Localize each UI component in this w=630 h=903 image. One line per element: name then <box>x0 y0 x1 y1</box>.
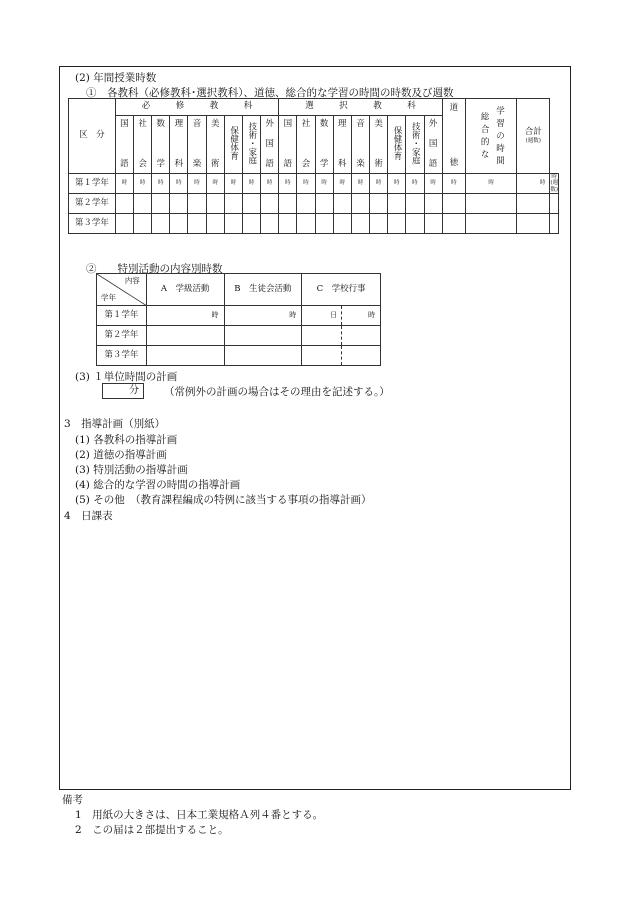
empty-cell <box>442 214 465 234</box>
minute-box <box>102 383 144 399</box>
empty-cell <box>188 194 206 214</box>
subject-header <box>242 116 260 174</box>
plan-item: (4) 総合的な学習の時間の指導計画 <box>75 479 241 491</box>
empty-cell <box>134 214 152 234</box>
unit-hour: 時 <box>342 306 381 326</box>
subject-char: 数 <box>319 118 329 129</box>
subject-char: 楽 <box>192 159 202 170</box>
header-moral-top: 道 <box>449 103 459 113</box>
empty-cell <box>279 194 297 214</box>
empty-cell <box>224 346 302 366</box>
empty-cell <box>333 214 351 234</box>
empty-cell <box>302 326 342 346</box>
unit-cell: 時 <box>424 174 442 194</box>
empty-cell <box>115 214 133 234</box>
subject-header <box>370 116 388 174</box>
plan-item: (2) 道徳の指導計画 <box>75 449 167 461</box>
empty-cell <box>315 214 333 234</box>
corner-cell <box>97 274 147 306</box>
empty-cell <box>170 194 188 214</box>
empty-cell <box>188 214 206 234</box>
notes-heading: 備考 <box>62 794 83 806</box>
subject-label: 技術・家庭 <box>410 121 421 165</box>
empty-cell <box>550 194 559 214</box>
unit-cell: 時 <box>517 174 550 194</box>
empty-cell <box>466 194 517 214</box>
unit-cell: 時 <box>188 174 206 194</box>
subject-header <box>224 116 242 174</box>
subject-char: 術 <box>374 159 383 170</box>
subject-char: 音 <box>356 118 365 129</box>
grade-row <box>69 194 559 214</box>
subject-hours-table <box>68 98 559 234</box>
unit-cell: 時 <box>115 174 133 194</box>
empty-cell <box>261 194 279 214</box>
unit-cell: 時 <box>442 174 465 194</box>
special-row <box>97 326 381 346</box>
subject-char: 語 <box>428 159 438 170</box>
unit-hour: 時 <box>146 306 224 326</box>
empty-cell <box>424 214 442 234</box>
special-row <box>97 306 381 326</box>
subject-char: 社 <box>301 118 311 129</box>
subject-char: 外 <box>265 118 274 129</box>
subject-label: 保健体育 <box>392 125 403 160</box>
section-annual-hours-heading: (2) 年間授業時数 <box>75 72 157 84</box>
empty-cell <box>388 194 406 214</box>
grade-label: 第２学年 <box>69 194 116 214</box>
empty-cell <box>279 214 297 234</box>
subject-header <box>261 116 279 174</box>
header-elective-subjects: 選 択 教 科 <box>279 99 442 116</box>
empty-cell <box>152 214 170 234</box>
empty-cell <box>517 194 550 214</box>
subject-char: 語 <box>283 159 293 170</box>
subject-label: 保健体育 <box>228 125 239 160</box>
empty-cell <box>297 214 315 234</box>
header-moral-bottom: 徳 <box>449 157 459 168</box>
subject-char: 学 <box>319 159 329 170</box>
subject-char: 国 <box>265 138 274 149</box>
unit-cell: 時 <box>170 174 188 194</box>
subject-header <box>297 116 315 174</box>
subject-char: 語 <box>120 159 129 170</box>
note-item: 2 この届は２部提出すること。 <box>75 824 229 836</box>
unit-day: 日 <box>302 306 342 326</box>
subject-hours-heading: ① 各教科（必修教科･選択教科）、道徳、総合的な学習の時間の時数及び週数 <box>86 87 454 99</box>
empty-cell <box>170 214 188 234</box>
unit-cell: 時 <box>333 174 351 194</box>
unit-cell: 時 <box>206 174 224 194</box>
corner-top-label: 内容 <box>124 276 140 285</box>
plan-item: (5) その他 （教育課程編成の特例に該当する事項の指導計画） <box>75 494 372 506</box>
grade-label: 第１学年 <box>97 306 147 326</box>
empty-cell <box>224 194 242 214</box>
empty-cell <box>466 214 517 234</box>
subject-label: 技術・家庭 <box>246 121 257 165</box>
grade-row <box>69 174 559 194</box>
unit-cell: 時 <box>388 174 406 194</box>
empty-cell <box>146 326 224 346</box>
empty-cell <box>406 214 424 234</box>
subject-header <box>134 116 152 174</box>
header-total-sub: (週数) <box>525 137 541 144</box>
unit-time-heading: (3) １単位時間の計画 <box>75 371 178 383</box>
subject-char: 社 <box>138 118 147 129</box>
empty-cell <box>442 194 465 214</box>
subject-header <box>188 116 206 174</box>
subject-char: 理 <box>174 118 184 129</box>
col-class-activities: A 学級活動 <box>146 274 224 306</box>
special-activities-table <box>96 273 381 366</box>
header-required-subjects: 必 修 教 科 <box>115 99 278 116</box>
empty-cell <box>351 214 369 234</box>
empty-cell <box>370 194 388 214</box>
unit-cell: 時 <box>261 174 279 194</box>
minute-label: 分 <box>129 385 139 396</box>
subject-char: 美 <box>210 118 220 129</box>
plan-item: (3) 特別活動の指導計画 <box>75 464 188 476</box>
subject-header <box>351 116 369 174</box>
subject-char: 会 <box>301 159 311 170</box>
subject-header <box>206 116 224 174</box>
header-total-label: 合計 <box>524 127 542 138</box>
empty-cell <box>242 194 260 214</box>
subject-header <box>333 116 351 174</box>
empty-cell <box>333 194 351 214</box>
subject-char: 外 <box>428 118 438 129</box>
subject-char: 理 <box>338 118 347 129</box>
empty-cell <box>224 214 242 234</box>
subject-header <box>115 116 133 174</box>
subject-char: 学 <box>156 159 165 170</box>
empty-cell <box>152 194 170 214</box>
empty-cell <box>146 346 224 366</box>
grade-label: 第３学年 <box>69 214 116 234</box>
grade-label: 第２学年 <box>97 326 147 346</box>
empty-cell <box>517 214 550 234</box>
subject-header <box>388 116 406 174</box>
unit-cell: 時 <box>406 174 424 194</box>
note-item: 1 用紙の大きさは、日本工業規格Ａ列４番とする。 <box>75 809 324 821</box>
unit-cell: 時 <box>242 174 260 194</box>
unit-cell: 時 <box>279 174 297 194</box>
unit-cell: 時 <box>152 174 170 194</box>
subject-header <box>170 116 188 174</box>
empty-cell <box>351 194 369 214</box>
subject-header <box>424 116 442 174</box>
subject-char: 数 <box>156 118 165 129</box>
empty-cell <box>406 194 424 214</box>
unit-total-cell: 時(週数) <box>550 174 559 193</box>
plan-heading: 3 指導計画（別紙） <box>64 418 166 430</box>
header-integrated-a: 学習の時間 <box>494 105 505 169</box>
empty-cell <box>261 214 279 234</box>
unit-time-note: （常例外の計画の場合はその理由を記述する。） <box>164 386 390 398</box>
empty-cell <box>388 214 406 234</box>
subject-char: 科 <box>174 159 184 170</box>
empty-cell <box>550 214 559 234</box>
subject-header <box>152 116 170 174</box>
grade-label: 第１学年 <box>69 174 116 194</box>
empty-cell <box>370 214 388 234</box>
empty-cell <box>206 214 224 234</box>
empty-cell <box>134 194 152 214</box>
subject-char: 国 <box>283 118 293 129</box>
subject-header <box>315 116 333 174</box>
header-kubun: 区 分 <box>69 99 116 174</box>
empty-cell <box>302 346 342 366</box>
col-school-events: C 学校行事 <box>302 274 381 306</box>
subject-char: 国 <box>428 138 438 149</box>
unit-cell: 時 <box>297 174 315 194</box>
timetable-heading: 4 日課表 <box>64 510 113 522</box>
header-integrated-b: 総合的な <box>479 112 490 162</box>
empty-cell <box>297 194 315 214</box>
unit-hour: 時 <box>224 306 302 326</box>
header-moral <box>442 99 465 174</box>
special-activities-heading: ② 特別活動の内容別時数 <box>86 263 223 275</box>
unit-cell: 時 <box>351 174 369 194</box>
subject-char: 術 <box>210 159 220 170</box>
unit-cell: 時 <box>370 174 388 194</box>
empty-cell <box>342 326 381 346</box>
subject-char: 語 <box>265 159 274 170</box>
empty-cell <box>115 194 133 214</box>
unit-cell: 時 <box>224 174 242 194</box>
col-student-council: B 生徒会活動 <box>224 274 302 306</box>
subject-char: 楽 <box>356 159 365 170</box>
plan-item: (1) 各教科の指導計画 <box>75 434 178 446</box>
subject-char: 会 <box>138 159 147 170</box>
unit-cell: 時 <box>315 174 333 194</box>
corner-bottom-label: 学年 <box>101 292 116 302</box>
empty-cell <box>224 326 302 346</box>
subject-header <box>279 116 297 174</box>
empty-cell <box>342 346 381 366</box>
empty-cell <box>242 214 260 234</box>
grade-label: 第３学年 <box>97 346 147 366</box>
header-integrated-study <box>466 99 517 174</box>
subject-char: 音 <box>192 118 202 129</box>
subject-char: 美 <box>374 118 383 129</box>
empty-cell <box>424 194 442 214</box>
special-row <box>97 346 381 366</box>
unit-cell: 時 <box>134 174 152 194</box>
subject-header <box>406 116 424 174</box>
subject-char: 科 <box>338 159 347 170</box>
grade-row <box>69 214 559 234</box>
empty-cell <box>315 194 333 214</box>
empty-cell <box>206 194 224 214</box>
unit-cell: 時 <box>466 174 517 194</box>
header-total <box>517 99 550 174</box>
subject-char: 国 <box>120 118 129 129</box>
